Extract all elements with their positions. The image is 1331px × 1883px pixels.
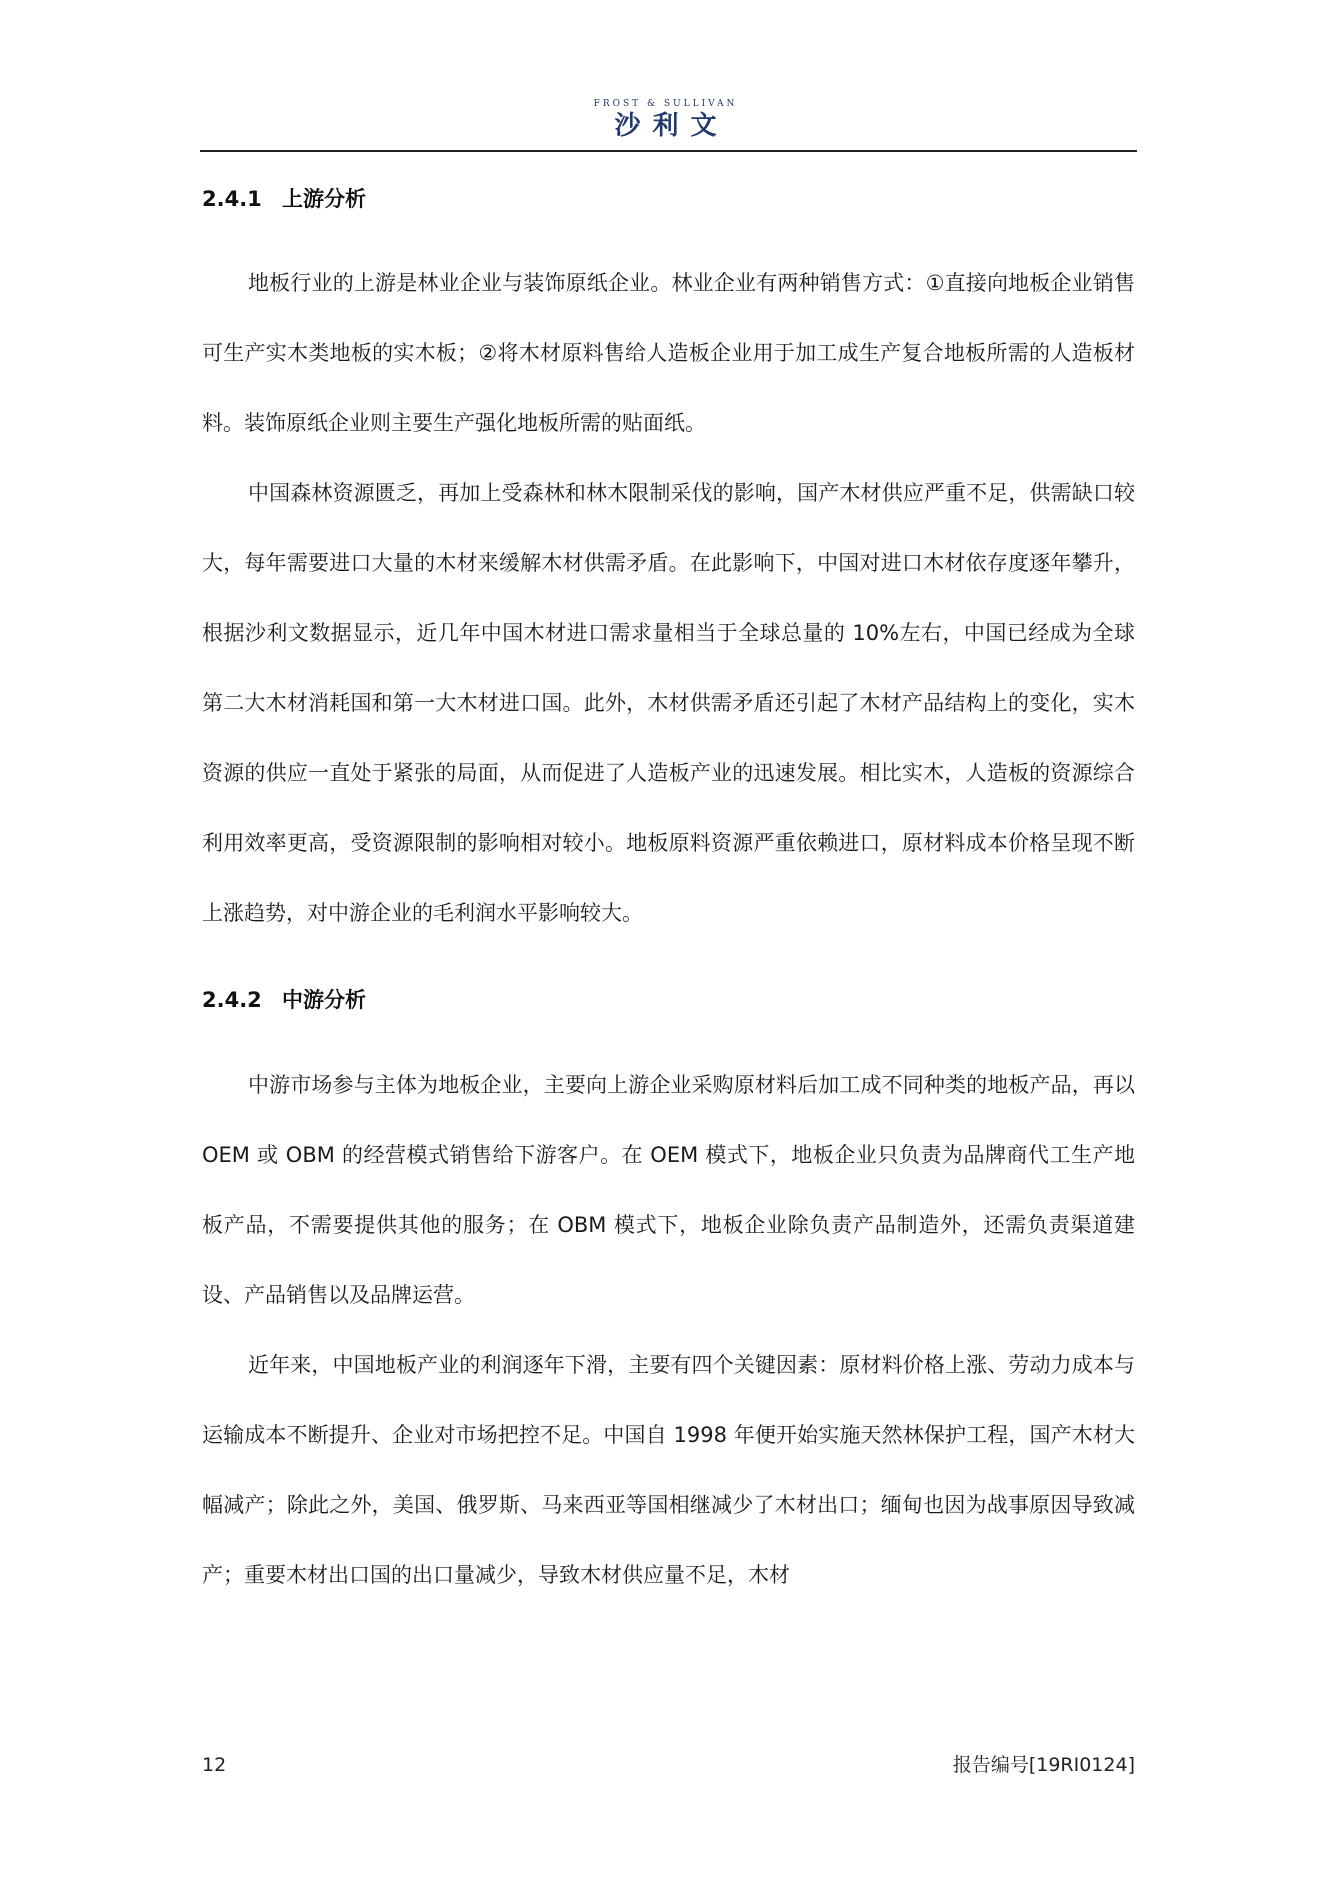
paragraph: 中国森林资源匮乏，再加上受森林和林木限制采伐的影响，国产木材供应严重不足，供需缺口较大，每年需要进口大量的木材来缓解木材供需矛盾。在此影响下，中国对进口木材依存度逐年攀升，根据沙利文数据显示，近几年中国木材进口需求量相当于全球总量的 10%左右，中国已经成为全球第二大木材消耗国和第一大木材进口国。此外，木材供需矛盾还引起了木材产品结构上的变化，实木资源的供应一直处于紧张的局面，从而促进了人造板产业的迅速发展。相比实木，人造板的资源综合利用效率更高，受资源限制的影响相对较小。地板原料资源严重依赖进口，原材料成本价格呈现不断上涨趋势，对中游企业的毛利润水平影响较大。 [202,481,1135,925]
header-divider [200,150,1137,152]
logo-english-text: FROST & SULLIVAN [593,99,738,109]
paragraph: 近年来，中国地板产业的利润逐年下滑，主要有四个关键因素：原材料价格上涨、劳动力成本与运输成本不断提升、企业对市场把控不足。中国自 1998 年便开始实施天然林保护工程，国产木材大幅减产；除此之外，美国、俄罗斯、马来西亚等国相继减少了木材出口；缅甸也因为战事原因导致减产；重要木材出口国的出口量减少，导致木材供应量不足，木材 [202,1353,1135,1587]
section-number: 2.4.2 [202,988,262,1012]
section-number: 2.4.1 [202,187,262,211]
paragraph: 中游市场参与主体为地板企业，主要向上游企业采购原材料后加工成不同种类的地板产品，再以 OEM 或 OBM 的经营模式销售给下游客户。在 OEM 模式下，地板企业只负责为品牌商代工生产地板产品，不需要提供其他的服务；在 OBM 模式下，地板企业除负责产品制造外，还需负责渠道建设、产品销售以及品牌运营。 [202,1073,1135,1307]
paragraph: 地板行业的上游是林业企业与装饰原纸企业。林业企业有两种销售方式：①直接向地板企业销售可生产实木类地板的实木板；②将木材原料售给人造板企业用于加工成生产复合地板所需的人造板材料。装饰原纸企业则主要生产强化地板所需的贴面纸。 [202,271,1135,435]
section-title: 中游分析 [282,988,366,1012]
section-heading-midstream [202,986,1135,1014]
report-number: 报告编号[19RI0124] [952,1754,1135,1776]
section-heading-upstream [202,185,1135,213]
main-content [202,175,1135,1610]
section-title: 上游分析 [282,187,366,211]
page-number: 12 [202,1754,227,1776]
header-logo [0,98,1331,142]
logo-chinese-text: 沙利文 [614,111,729,141]
